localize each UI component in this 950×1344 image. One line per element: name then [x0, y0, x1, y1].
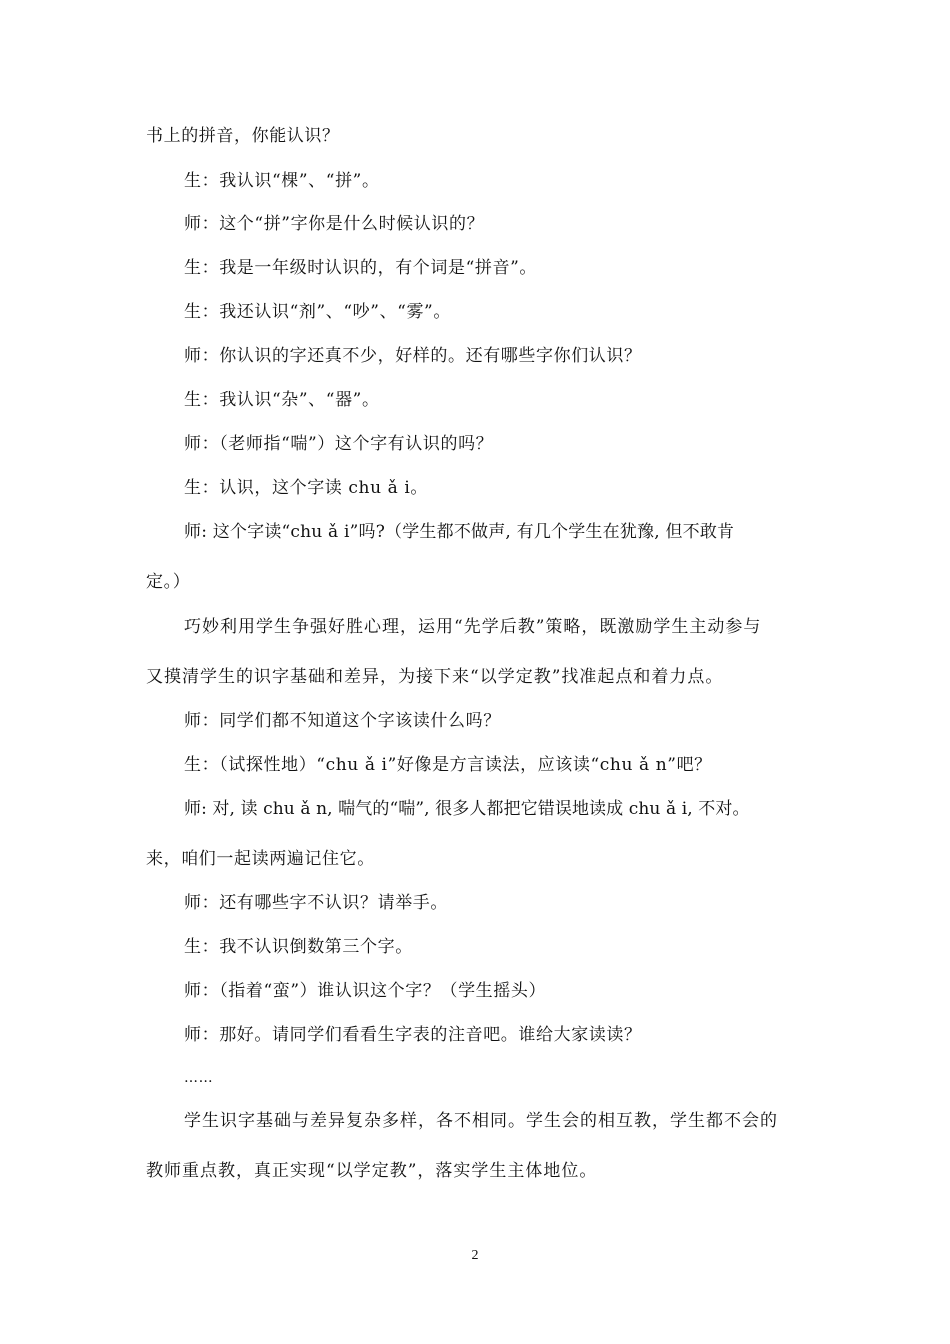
page-number: 2 [471, 1248, 479, 1263]
text-line: 生：认识，这个字读 chu ǎ i。 [184, 478, 429, 498]
text-line: 学生识字基础与差异复杂多样，各不相同。学生会的相互教，学生都不会的 [184, 1111, 778, 1131]
text-line: 师：同学们都不知道这个字该读什么吗？ [184, 711, 501, 731]
ellipsis: …… [184, 1070, 214, 1086]
text-line: 师：（老师指“喘”）这个字有认识的吗？ [184, 434, 494, 454]
text-line: 生：我认识“棵”、“拼”。 [184, 171, 380, 191]
text-line: 生：我还认识“剂”、“吵”、“雾”。 [184, 302, 451, 322]
text-line: 师: 对, 读 chu ǎ n, 喘气的“喘”, 很多人都把它错误地读成 chu ǎ i, 不对。 [184, 799, 750, 819]
text-line: 师：你认识的字还真不少，好样的。还有哪些字你们认识？ [184, 346, 642, 366]
text-line: 生：我认识“杂”、“器”。 [184, 390, 380, 410]
text-line: 师：（指着“蛮”）谁认识这个字？（学生摇头） [184, 981, 547, 1001]
text-line: 师: 这个字读“chu ǎ i”吗?（学生都不做声, 有几个学生在犹豫, 但不敢肯 [184, 522, 735, 542]
text-line: 师：这个“拼”字你是什么时候认识的？ [184, 214, 485, 234]
text-line: 巧妙利用学生争强好胜心理，运用“先学后教”策略，既激励学生主动参与 [184, 617, 762, 637]
text-line: 又摸清学生的识字基础和差异，为接下来“以学定教”找准起点和着力点。 [146, 667, 724, 687]
text-line: 书上的拼音，你能认识？ [146, 126, 340, 146]
text-line: 生：我是一年级时认识的，有个词是“拼音”。 [184, 258, 537, 278]
text-line: 教师重点教，真正实现“以学定教”，落实学生主体地位。 [146, 1161, 598, 1181]
text-line: 生：我不认识倒数第三个字。 [184, 937, 413, 957]
text-line: 生：（试探性地）“chu ǎ i”好像是方言读法，应该读“chu ǎ n”吧？ [184, 755, 712, 775]
text-line: 师：那好。请同学们看看生字表的注音吧。谁给大家读读？ [184, 1025, 642, 1045]
text-line: 定。） [146, 572, 191, 592]
text-line: 师：还有哪些字不认识？请举手。 [184, 893, 448, 913]
text-line: 来，咱们一起读两遍记住它。 [146, 849, 375, 869]
